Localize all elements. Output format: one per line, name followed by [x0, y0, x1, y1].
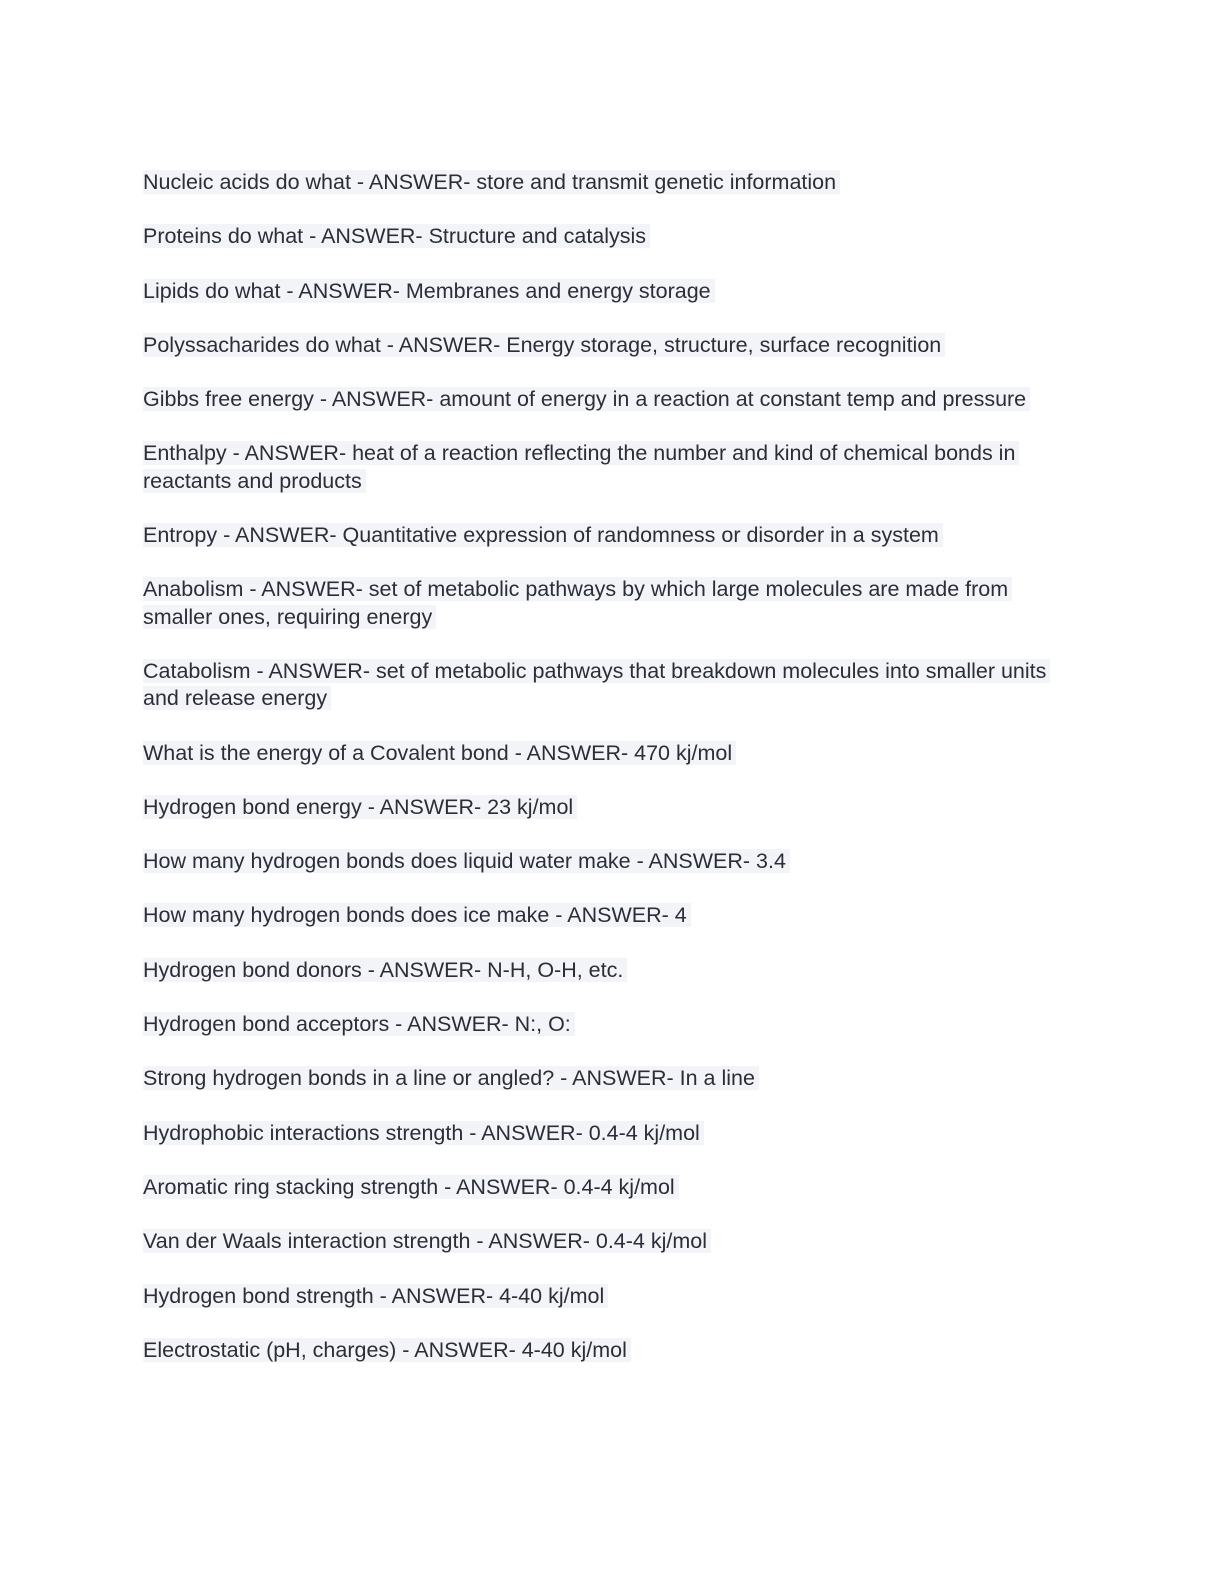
qa-item: [143, 169, 1063, 196]
qa-item: [143, 848, 1063, 875]
qa-item: [143, 522, 1063, 549]
qa-text: Polyssacharides do what - ANSWER- Energy storage, structure, surface recognition: [143, 333, 945, 357]
qa-item: [143, 658, 1063, 713]
qa-item: [143, 576, 1063, 631]
qa-item: [143, 1065, 1063, 1092]
qa-text: Entropy - ANSWER- Quantitative expression of randomness or disorder in a system: [143, 523, 943, 547]
qa-item: [143, 332, 1063, 359]
qa-text: How many hydrogen bonds does ice make - ANSWER- 4: [143, 903, 691, 927]
qa-text: How many hydrogen bonds does liquid water make - ANSWER- 3.4: [143, 849, 790, 873]
qa-item: [143, 1120, 1063, 1147]
qa-item: [143, 1337, 1063, 1364]
qa-text: Van der Waals interaction strength - ANSWER- 0.4-4 kj/mol: [143, 1229, 711, 1253]
qa-text: Hydrogen bond donors - ANSWER- N-H, O-H, etc.: [143, 958, 627, 982]
qa-text: Catabolism - ANSWER- set of metabolic pathways that breakdown molecules into smaller units and release energy: [143, 659, 1050, 710]
qa-item: [143, 223, 1063, 250]
qa-text: Hydrogen bond acceptors - ANSWER- N:, O:: [143, 1012, 575, 1036]
qa-text: Electrostatic (pH, charges) - ANSWER- 4-40 kj/mol: [143, 1338, 631, 1362]
qa-item: [143, 740, 1063, 767]
qa-text: Gibbs free energy - ANSWER- amount of energy in a reaction at constant temp and pressure: [143, 387, 1030, 411]
qa-text: Nucleic acids do what - ANSWER- store and transmit genetic information: [143, 170, 840, 194]
qa-item: [143, 1283, 1063, 1310]
qa-item: [143, 794, 1063, 821]
qa-item: [143, 386, 1063, 413]
qa-text: What is the energy of a Covalent bond - ANSWER- 470 kj/mol: [143, 741, 736, 765]
qa-item: [143, 278, 1063, 305]
qa-text: Hydrogen bond strength - ANSWER- 4-40 kj/mol: [143, 1284, 608, 1308]
qa-text: Aromatic ring stacking strength - ANSWER- 0.4-4 kj/mol: [143, 1175, 679, 1199]
qa-item: [143, 957, 1063, 984]
qa-text: Lipids do what - ANSWER- Membranes and energy storage: [143, 279, 715, 303]
qa-text: Anabolism - ANSWER- set of metabolic pathways by which large molecules are made from smaller ones, requiring energy: [143, 577, 1012, 628]
qa-item: [143, 1174, 1063, 1201]
qa-list: [143, 169, 1063, 1391]
qa-text: Enthalpy - ANSWER- heat of a reaction reflecting the number and kind of chemical bonds in reactants and products: [143, 441, 1019, 492]
qa-item: [143, 902, 1063, 929]
qa-item: [143, 1011, 1063, 1038]
qa-text: Proteins do what - ANSWER- Structure and catalysis: [143, 224, 650, 248]
qa-item: [143, 1228, 1063, 1255]
qa-text: Strong hydrogen bonds in a line or angled? - ANSWER- In a line: [143, 1066, 759, 1090]
qa-item: [143, 440, 1063, 495]
qa-text: Hydrophobic interactions strength - ANSWER- 0.4-4 kj/mol: [143, 1121, 704, 1145]
qa-text: Hydrogen bond energy - ANSWER- 23 kj/mol: [143, 795, 577, 819]
